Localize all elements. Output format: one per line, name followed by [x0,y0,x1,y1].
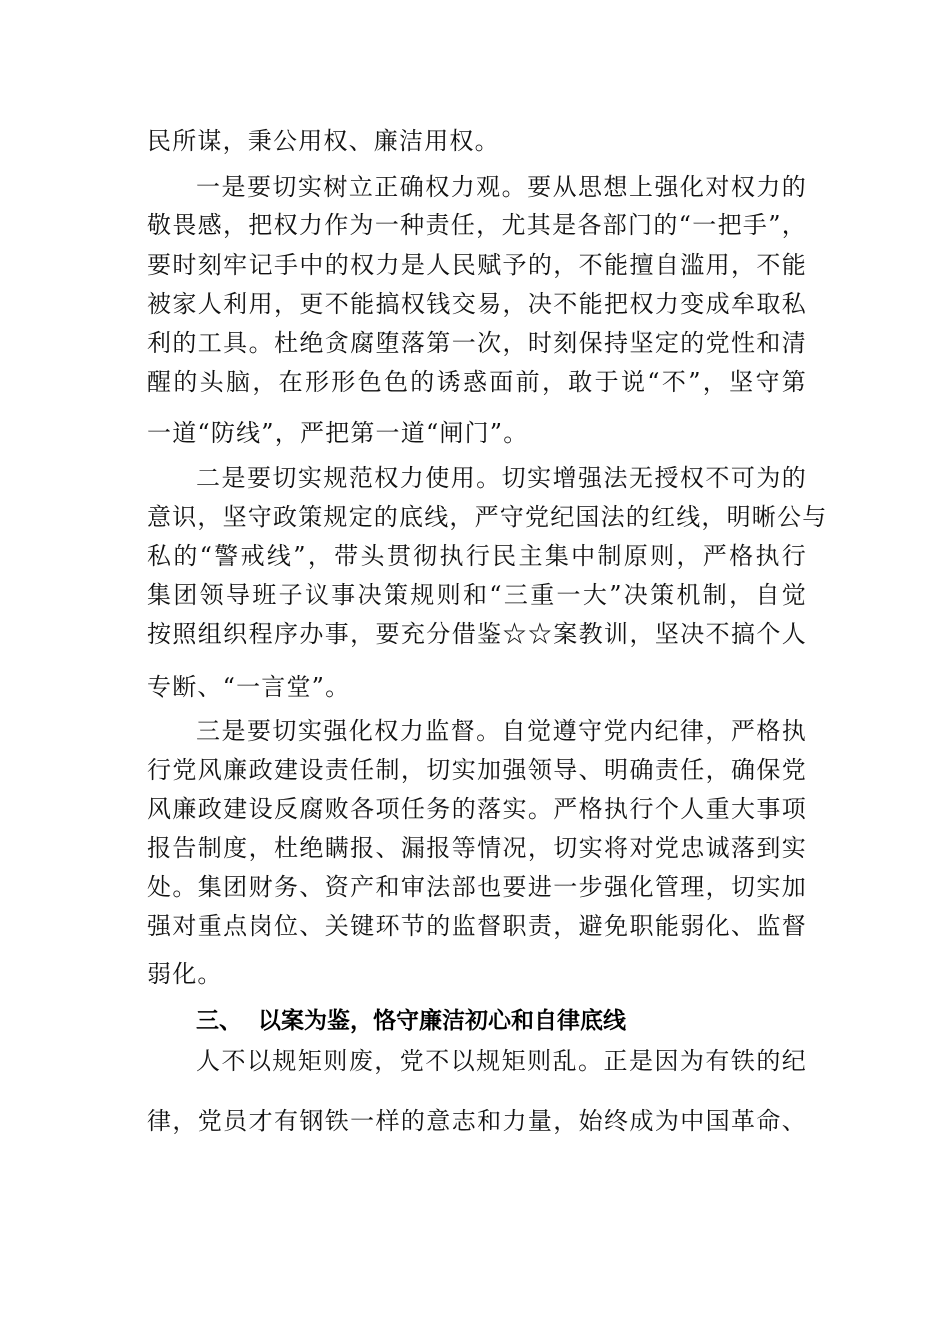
paragraph-line: 醒的头脑，在形形色色的诱惑面前，敢于说“不”，坚守第 [147,368,807,396]
paragraph-line: 被家人利用，更不能搞权钱交易，决不能把权力变成牟取私 [147,290,807,318]
paragraph-line: 风廉政建设反腐败各项任务的落实。严格执行个人重大事项 [147,795,807,823]
paragraph-line: 报告制度，杜绝瞒报、漏报等情况，切实将对党忠诚落到实 [147,834,807,862]
section-heading [196,1006,807,1036]
paragraph-line: 私的“警戒线”，带头贯彻执行民主集中制原则，严格执行 [147,542,807,570]
paragraph-line: 强对重点岗位、关键环节的监督职责，避免职能弱化、监督 [147,912,807,940]
paragraph-line: 按照组织程序办事，要充分借鉴☆☆案教训，坚决不搞个人 [147,620,807,648]
paragraph-line: 二是要切实规范权力使用。切实增强法无授权不可为的 [196,464,807,492]
paragraph-line: 行党风廉政建设责任制，切实加强领导、明确责任，确保党 [147,756,807,784]
section-number: 三、 [196,1008,242,1034]
paragraph-line: 意识，坚守政策规定的底线，严守党纪国法的红线，明晰公与 [147,503,828,531]
paragraph-line: 集团领导班子议事决策规则和“三重一大”决策机制，自觉 [147,581,807,609]
paragraph-line: 民所谋，秉公用权、廉洁用权。 [147,127,500,155]
paragraph-line: 律，党员才有钢铁一样的意志和力量，始终成为中国革命、 [147,1107,807,1135]
paragraph-line: 一道“防线”，严把第一道“闸门”。 [147,419,529,447]
paragraph-line: 人不以规矩则废，党不以规矩则乱。正是因为有铁的纪 [196,1047,807,1075]
paragraph-line: 三是要切实强化权力监督。自觉遵守党内纪律，严格执 [196,717,807,745]
paragraph-line: 专断、“一言堂”。 [147,673,351,701]
paragraph-line: 利的工具。杜绝贪腐堕落第一次，时刻保持坚定的党性和清 [147,329,807,357]
paragraph-line: 一是要切实树立正确权力观。要从思想上强化对权力的 [196,173,807,201]
paragraph-line: 敬畏感，把权力作为一种责任，尤其是各部门的“一把手”， [147,211,807,239]
paragraph-line: 弱化。 [147,960,223,988]
paragraph-line: 处。集团财务、资产和审法部也要进一步强化管理，切实加 [147,873,807,901]
section-title: 以案为鉴，恪守廉洁初心和自律底线 [258,1008,626,1034]
paragraph-line: 要时刻牢记手中的权力是人民赋予的，不能擅自滥用，不能 [147,251,807,279]
